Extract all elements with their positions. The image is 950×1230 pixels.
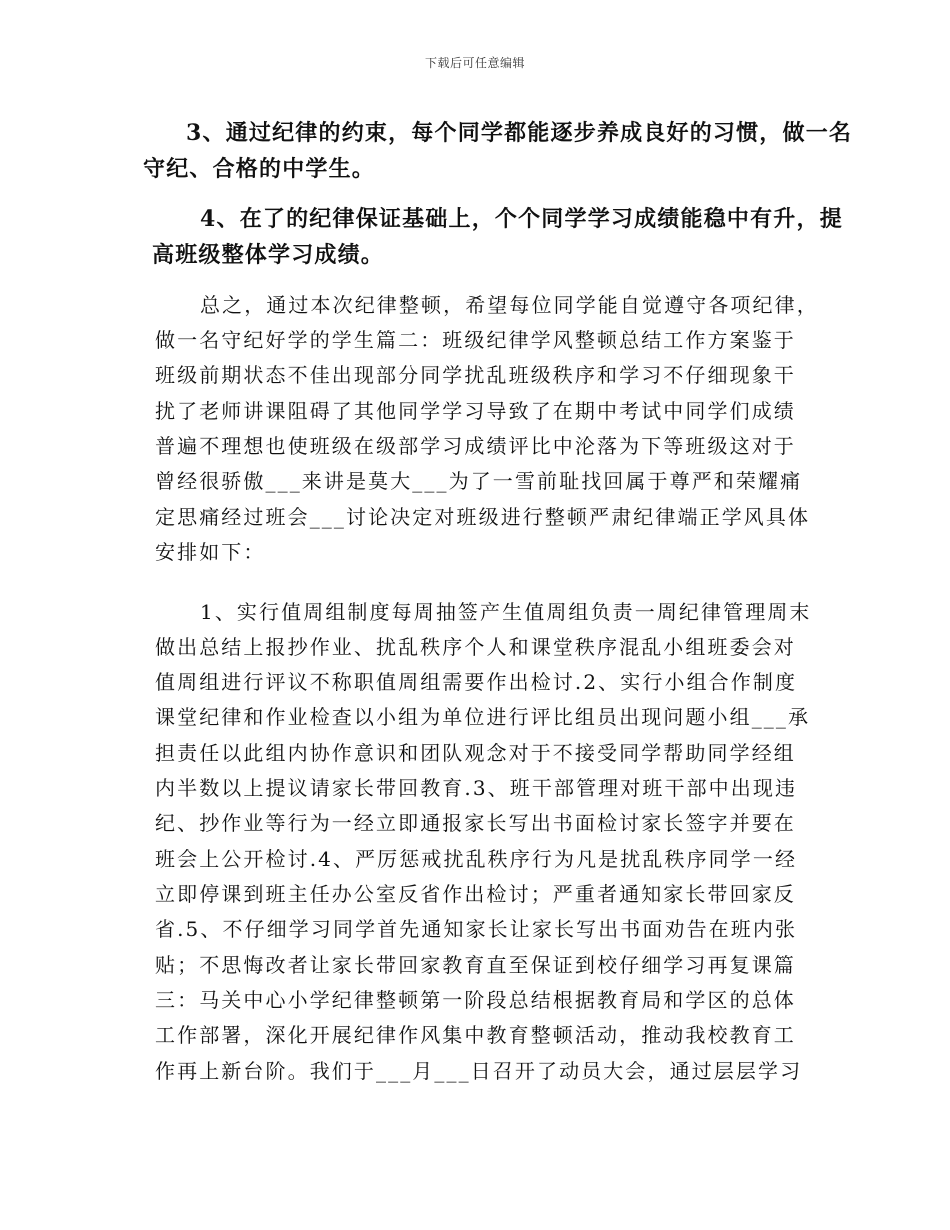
paragraph-line: 班会上公开检讨.4、严厉惩戒扰乱秩序行为凡是扰乱秩序同学一经 — [155, 847, 798, 871]
paragraph-line: 内半数以上提议请家长带回教育.3、班干部管理对班干部中出现违 — [155, 776, 798, 800]
paragraph-line: 扰了老师讲课阻碍了其他同学学习导致了在期中考试中同学们成绩 — [155, 399, 796, 423]
paragraph-line: 作再上新台阶。我们于___月___日召开了动员大会，通过层层学习 — [155, 1059, 803, 1083]
paragraph-line: 做一名守纪好学的学生篇二：班级纪律学风整顿总结工作方案鉴于 — [155, 328, 796, 352]
paragraph-line: 安排如下： — [155, 540, 266, 564]
bold-paragraph-line: 高班级整体学习成绩。 — [152, 242, 385, 268]
paragraph-line: 立即停课到班主任办公室反省作出检讨；严重者通知家长带回家反 — [155, 882, 796, 906]
paragraph-line: 贴；不思悔改者让家长带回家教育直至保证到校仔细学习再复课篇 — [155, 953, 796, 977]
page-header: 下载后可任意编辑 — [424, 56, 525, 70]
paragraph-line: 普遍不理想也使班级在级部学习成绩评比中沦落为下等班级这对于 — [155, 434, 796, 458]
paragraph-line: 省.5、不仔细学习同学首先通知家长让家长写出书面劝告在班内张 — [155, 917, 798, 941]
bold-paragraph-line: 4、在了的纪律保证基础上，个个同学学习成绩能稳中有升，提 — [200, 206, 843, 232]
paragraph-line: 做出总结上报抄作业、扰乱秩序个人和课堂秩序混乱小组班委会对 — [155, 635, 796, 659]
paragraph-line: 三：马关中心小学纪律整顿第一阶段总结根据教育局和学区的总体 — [155, 988, 796, 1012]
paragraph-line: 课堂纪律和作业检查以小组为单位进行评比组员出现问题小组___承 — [155, 705, 811, 729]
bold-paragraph-line: 3、通过纪律的约束，每个同学都能逐步养成良好的习惯，做一名 — [186, 120, 853, 146]
paragraph-line: 值周组进行评议不称职值周组需要作出检讨.2、实行小组合作制度 — [155, 670, 798, 694]
paragraph-line: 1、实行值周组制度每周抽签产生值周组负责一周纪律管理周末 — [200, 600, 812, 624]
paragraph-line: 总之，通过本次纪律整顿，希望每位同学能自觉遵守各项纪律， — [200, 293, 819, 317]
paragraph-line: 担责任以此组内协作意识和团队观念对于不接受同学帮助同学经组 — [155, 741, 796, 765]
paragraph-line: 班级前期状态不佳出现部分同学扰乱班级秩序和学习不仔细现象干 — [155, 363, 796, 387]
paragraph-line: 纪、抄作业等行为一经立即通报家长写出书面检讨家长签字并要在 — [155, 811, 796, 835]
paragraph-line: 工作部署，深化开展纪律作风集中教育整顿活动，推动我校教育工 — [155, 1023, 796, 1047]
bold-paragraph-line: 守纪、合格的中学生。 — [143, 156, 376, 182]
paragraph-line: 定思痛经过班会___讨论决定对班级进行整顿严肃纪律端正学风具体 — [155, 505, 811, 529]
paragraph-line: 曾经很骄傲___来讲是莫大___为了一雪前耻找回属于尊严和荣耀痛 — [155, 469, 803, 493]
